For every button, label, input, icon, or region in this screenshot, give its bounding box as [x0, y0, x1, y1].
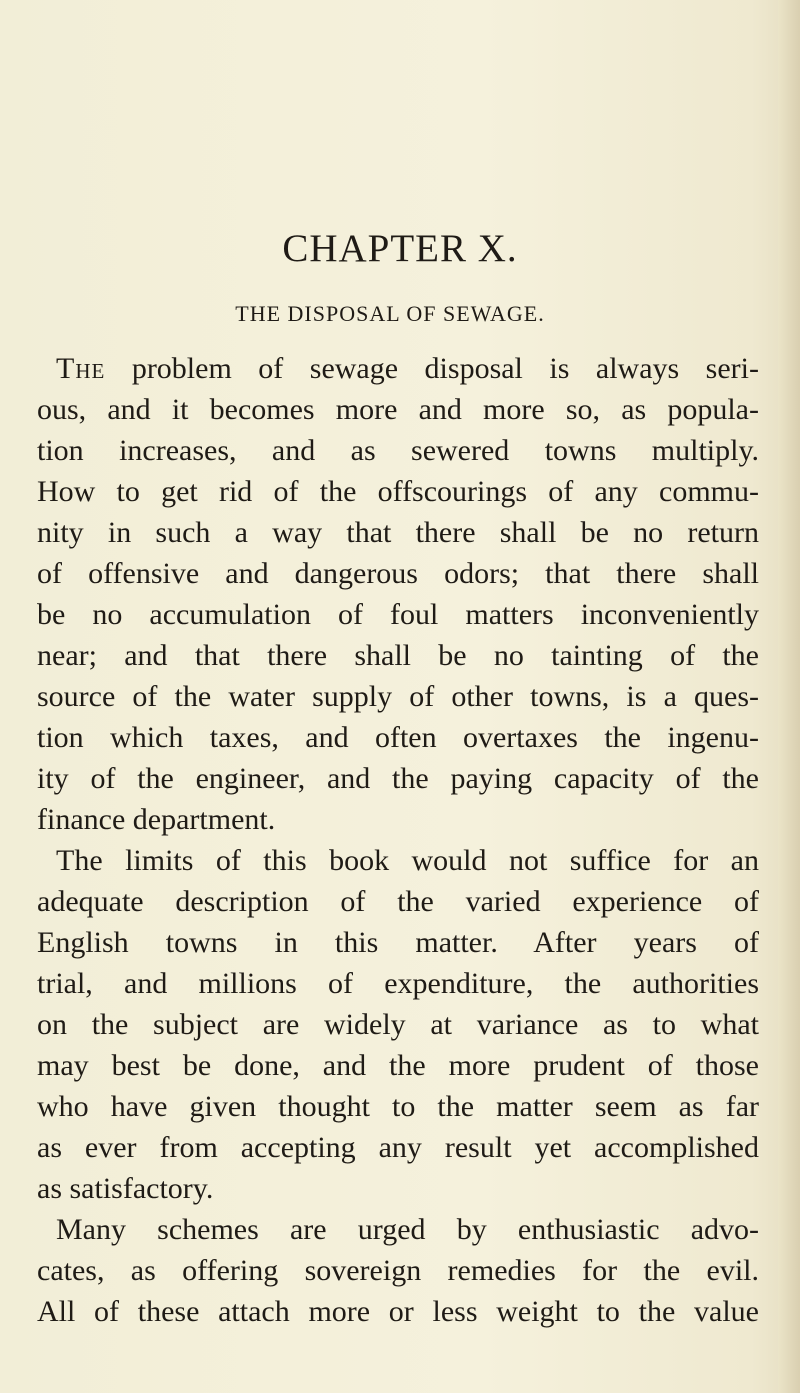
text-line: who have given thought to the matter seem as far	[37, 1090, 759, 1123]
text-line: source of the water supply of other towns, is a ques-	[37, 680, 759, 713]
section-title: THE DISPOSAL OF SEWAGE.	[235, 301, 545, 326]
text-line: nity in such a way that there shall be no return	[37, 516, 759, 549]
text-line	[56, 349, 759, 389]
text-line: All of these attach more or less weight to the value	[37, 1295, 759, 1328]
line-text: problem of sewage disposal is always seri-	[105, 352, 759, 385]
text-line: may best be done, and the more prudent of those	[37, 1049, 759, 1082]
text-line: ity of the engineer, and the paying capacity of the	[37, 762, 759, 795]
text-line: finance department.	[37, 803, 276, 836]
text-line: on the subject are widely at variance as to what	[37, 1008, 759, 1041]
text-line: tion which taxes, and often overtaxes the ingenu-	[37, 721, 759, 754]
text-line: trial, and millions of expenditure, the authorities	[37, 967, 759, 1000]
text-line: English towns in this matter. After years of	[37, 926, 759, 959]
page-edge	[778, 0, 800, 1393]
text-line: Many schemes are urged by enthusiastic advo-	[56, 1213, 759, 1246]
text-line: How to get rid of the offscourings of any commu-	[37, 475, 759, 508]
text-line: cates, as offering sovereign remedies for the evil.	[37, 1254, 759, 1287]
text-line: ous, and it becomes more and more so, as popula-	[37, 393, 759, 426]
text-line: near; and that there shall be no tainting of the	[37, 639, 759, 672]
text-line: be no accumulation of foul matters inconveniently	[37, 598, 759, 631]
text-line: as ever from accepting any result yet accomplished	[37, 1131, 759, 1164]
text-line: as satisfactory.	[37, 1172, 214, 1205]
opening-word: The	[56, 352, 106, 385]
text-line: adequate description of the varied experience of	[37, 885, 759, 918]
chapter-heading: CHAPTER X.	[282, 227, 518, 270]
text-line: of offensive and dangerous odors; that there shall	[37, 557, 759, 590]
text-line: The limits of this book would not suffice for an	[56, 844, 759, 877]
text-line: tion increases, and as sewered towns multiply.	[37, 434, 759, 467]
